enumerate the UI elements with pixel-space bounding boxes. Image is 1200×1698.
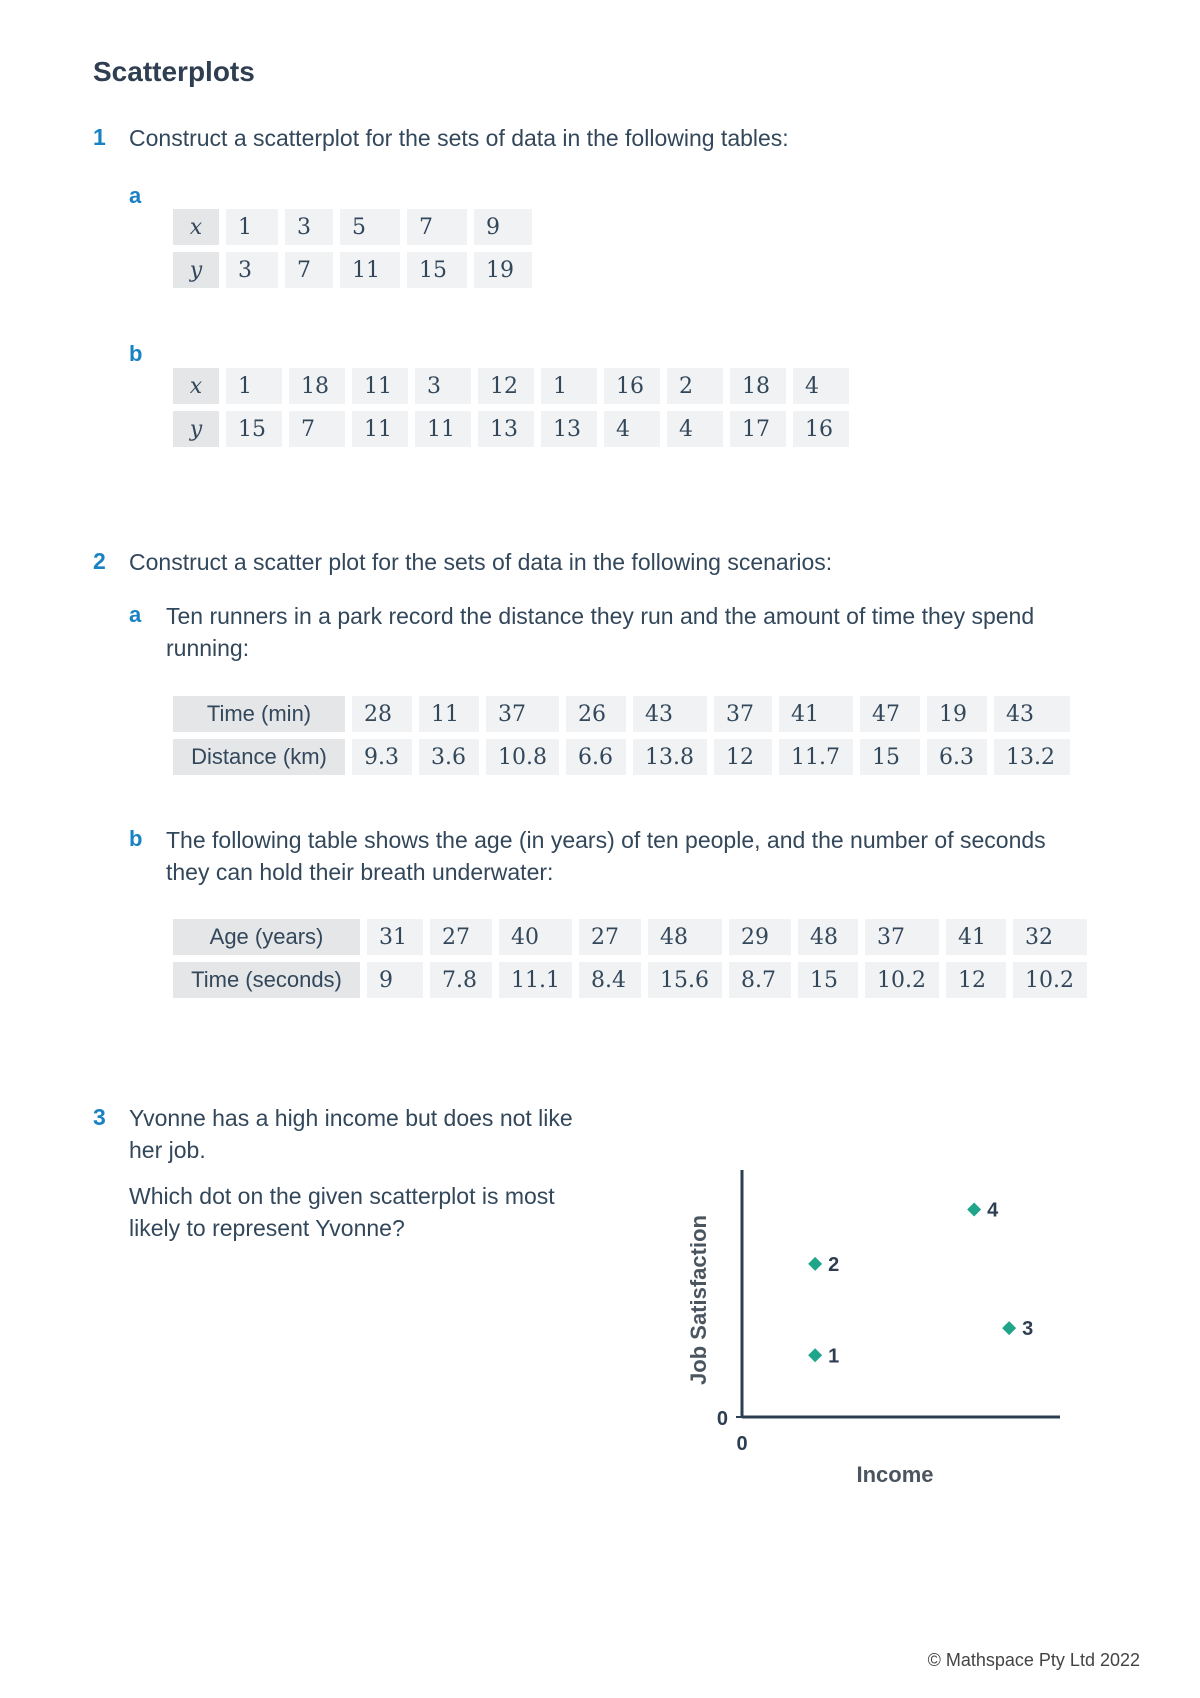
table-cell: 47 bbox=[860, 696, 920, 732]
question-3-number: 3 bbox=[93, 1104, 106, 1130]
scatter-point-label-1: 1 bbox=[828, 1345, 840, 1368]
scatter-point-label-2: 2 bbox=[828, 1253, 840, 1276]
table-cell: 6.6 bbox=[566, 739, 626, 775]
table-cell: 48 bbox=[648, 919, 722, 955]
question-2a-text-line-2: running: bbox=[166, 635, 250, 661]
question-1b-table bbox=[166, 361, 856, 454]
scatter-point-1 bbox=[808, 1348, 822, 1362]
question-3-text-line-4: likely to represent Yvonne? bbox=[129, 1215, 405, 1241]
table-cell: 48 bbox=[798, 919, 858, 955]
question-2a-table bbox=[166, 689, 1077, 782]
table-cell: 6.3 bbox=[927, 739, 987, 775]
table-cell: 15 bbox=[798, 962, 858, 998]
table-row bbox=[173, 962, 1087, 998]
table-cell: 18 bbox=[289, 368, 345, 404]
table-cell: 28 bbox=[352, 696, 412, 732]
table-cell: 11.1 bbox=[499, 962, 572, 998]
question-3-text-line-2: her job. bbox=[129, 1137, 206, 1163]
question-2b-table bbox=[166, 912, 1094, 1005]
table-cell: 11 bbox=[415, 411, 471, 447]
table-cell: 15 bbox=[407, 252, 467, 288]
table-row bbox=[173, 411, 849, 447]
table-cell: 7 bbox=[407, 209, 467, 245]
table-cell: 13.2 bbox=[994, 739, 1070, 775]
table-cell: 11.7 bbox=[779, 739, 853, 775]
table-cell: 43 bbox=[994, 696, 1070, 732]
scatterplot-chart bbox=[670, 1160, 1080, 1500]
table-cell: 3 bbox=[415, 368, 471, 404]
table-cell: 1 bbox=[226, 368, 282, 404]
question-1b-label: b bbox=[129, 341, 143, 366]
copyright-footer: © Mathspace Pty Ltd 2022 bbox=[927, 1650, 1140, 1670]
question-1-number: 1 bbox=[93, 124, 106, 150]
table-cell: 8.7 bbox=[729, 962, 791, 998]
table-cell: 1 bbox=[226, 209, 278, 245]
table-row bbox=[173, 919, 1087, 955]
table-cell: 13 bbox=[478, 411, 534, 447]
table-cell: 37 bbox=[865, 919, 939, 955]
table-cell: 8.4 bbox=[579, 962, 641, 998]
table-cell: 10.2 bbox=[865, 962, 939, 998]
question-2b-text-line-1: The following table shows the age (in years) of ten people, and the number of seconds bbox=[166, 827, 1046, 853]
table-cell: 15 bbox=[860, 739, 920, 775]
table-cell: 26 bbox=[566, 696, 626, 732]
table-cell: 19 bbox=[927, 696, 987, 732]
question-2b-label: b bbox=[129, 826, 143, 851]
table-cell: 29 bbox=[729, 919, 791, 955]
table-cell: 12 bbox=[478, 368, 534, 404]
y-header-cell: y bbox=[173, 411, 219, 447]
table-cell: 7.8 bbox=[430, 962, 492, 998]
question-2-text: Construct a scatter plot for the sets of data in the following scenarios: bbox=[129, 549, 833, 575]
table-cell: 12 bbox=[946, 962, 1006, 998]
table-cell: 13.8 bbox=[633, 739, 707, 775]
table-cell: 9.3 bbox=[352, 739, 412, 775]
table-cell: 3 bbox=[226, 252, 278, 288]
table-cell: 27 bbox=[579, 919, 641, 955]
table-row bbox=[173, 368, 849, 404]
table-cell: 4 bbox=[667, 411, 723, 447]
table-row bbox=[173, 209, 532, 245]
table-cell: 2 bbox=[667, 368, 723, 404]
table-cell: 37 bbox=[486, 696, 559, 732]
table-cell: 13 bbox=[541, 411, 597, 447]
time-seconds-header-cell: Time (seconds) bbox=[173, 962, 360, 998]
table-cell: 32 bbox=[1013, 919, 1087, 955]
x-axis-label: Income bbox=[856, 1462, 934, 1487]
question-1a-label: a bbox=[129, 183, 142, 208]
table-cell: 37 bbox=[714, 696, 772, 732]
scatter-points bbox=[808, 1200, 1033, 1368]
table-cell: 43 bbox=[633, 696, 707, 732]
y-header-cell: y bbox=[173, 252, 219, 288]
table-cell: 12 bbox=[714, 739, 772, 775]
scatter-point-3 bbox=[1002, 1321, 1016, 1335]
x-origin-label: 0 bbox=[736, 1433, 748, 1455]
table-cell: 16 bbox=[793, 411, 849, 447]
x-header-cell: x bbox=[173, 209, 219, 245]
y-origin-label: 0 bbox=[716, 1408, 728, 1430]
table-cell: 11 bbox=[352, 411, 408, 447]
table-row bbox=[173, 696, 1070, 732]
table-cell: 10.8 bbox=[486, 739, 559, 775]
table-cell: 40 bbox=[499, 919, 572, 955]
page-title: Scatterplots bbox=[93, 56, 255, 87]
table-cell: 3.6 bbox=[419, 739, 479, 775]
question-2a-text-line-1: Ten runners in a park record the distance they run and the amount of time they spend bbox=[166, 603, 1035, 629]
question-1a-table bbox=[166, 202, 539, 295]
scatter-point-label-3: 3 bbox=[1022, 1318, 1034, 1341]
question-2b-text-line-2: they can hold their breath underwater: bbox=[166, 859, 554, 885]
question-2a-label: a bbox=[129, 602, 142, 627]
scatter-point-label-4: 4 bbox=[987, 1199, 999, 1222]
table-cell: 1 bbox=[541, 368, 597, 404]
table-cell: 11 bbox=[352, 368, 408, 404]
question-3-text-line-1: Yvonne has a high income but does not like bbox=[129, 1105, 573, 1131]
scatter-point-2 bbox=[808, 1257, 822, 1271]
question-1-text: Construct a scatterplot for the sets of data in the following tables: bbox=[129, 125, 789, 151]
table-cell: 41 bbox=[779, 696, 853, 732]
y-axis-label: Job Satisfaction bbox=[686, 1215, 711, 1385]
table-cell: 9 bbox=[367, 962, 423, 998]
table-cell: 11 bbox=[340, 252, 400, 288]
table-cell: 15 bbox=[226, 411, 282, 447]
table-cell: 7 bbox=[289, 411, 345, 447]
table-cell: 11 bbox=[419, 696, 479, 732]
table-cell: 5 bbox=[340, 209, 400, 245]
table-cell: 18 bbox=[730, 368, 786, 404]
scatter-point-4 bbox=[967, 1203, 981, 1217]
table-cell: 17 bbox=[730, 411, 786, 447]
table-cell: 4 bbox=[793, 368, 849, 404]
table-cell: 4 bbox=[604, 411, 660, 447]
table-cell: 27 bbox=[430, 919, 492, 955]
table-row bbox=[173, 739, 1070, 775]
table-cell: 19 bbox=[474, 252, 532, 288]
table-cell: 31 bbox=[367, 919, 423, 955]
distance-km-header-cell: Distance (km) bbox=[173, 739, 345, 775]
question-3-text-line-3: Which dot on the given scatterplot is most bbox=[129, 1183, 555, 1209]
table-cell: 3 bbox=[285, 209, 333, 245]
table-cell: 7 bbox=[285, 252, 333, 288]
question-2-number: 2 bbox=[93, 548, 106, 574]
time-min-header-cell: Time (min) bbox=[173, 696, 345, 732]
x-header-cell: x bbox=[173, 368, 219, 404]
table-cell: 16 bbox=[604, 368, 660, 404]
table-cell: 9 bbox=[474, 209, 532, 245]
table-cell: 15.6 bbox=[648, 962, 722, 998]
table-cell: 41 bbox=[946, 919, 1006, 955]
table-cell: 10.2 bbox=[1013, 962, 1087, 998]
table-row bbox=[173, 252, 532, 288]
age-years-header-cell: Age (years) bbox=[173, 919, 360, 955]
